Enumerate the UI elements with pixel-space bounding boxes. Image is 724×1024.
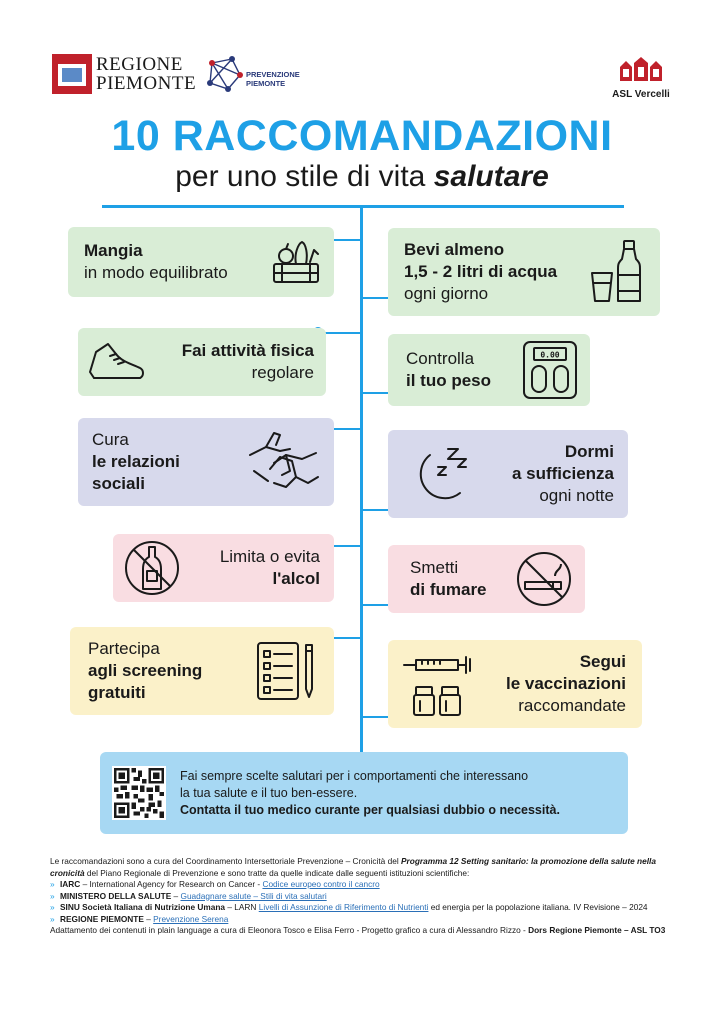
card-bevi-line2: 1,5 - 2 litri di acqua (404, 262, 558, 281)
footer-credits-b: Dors Regione Piemonte – ASL TO3 (528, 925, 666, 935)
footer-credits (50, 925, 680, 937)
timeline-line (360, 205, 363, 753)
footer-intro-b: Programma 12 Setting sanitario: la promozione della salute nella cronicità (50, 856, 656, 878)
footer-sources-list (50, 879, 680, 925)
footer-intro-a: Le raccomandazioni sono a cura del Coordinamento Intersettoriale Prevenzione – Cronicità del (50, 856, 401, 866)
card-peso (388, 334, 590, 406)
footer-source-text: – (143, 913, 154, 924)
card-fumo (388, 545, 585, 613)
card-vaccini-line3: raccomandate (518, 696, 626, 715)
footer-intro (50, 856, 680, 879)
card-screening-line3: gratuiti (88, 683, 146, 702)
card-dormi-line2: a sufficienza (511, 464, 614, 483)
card-mangia-text (84, 240, 270, 284)
regione-shield-icon (52, 54, 92, 94)
prevenzione-logo-text (246, 70, 300, 88)
footer-source-item (50, 914, 680, 926)
footer-source-text: – LARN (225, 902, 259, 912)
advice-box (100, 752, 628, 834)
asl-logo-text: ASL Vercelli (612, 89, 670, 100)
card-bevi-line1: Bevi almeno (404, 240, 505, 259)
footer-source-link[interactable]: Guadagnare salute – Stili di vita salutari (180, 890, 327, 901)
card-dormi-text (470, 441, 614, 507)
regione-logo-line2: PIEMONTE (96, 73, 197, 94)
card-vaccini-line2: le vaccinazioni (506, 674, 626, 693)
prevenzione-logo-line2: PIEMONTE (246, 79, 286, 88)
card-alcol-line1: Limita o evita (219, 547, 320, 566)
regione-logo-line1: REGIONE (96, 54, 183, 75)
card-attivita-line2: regolare (251, 363, 314, 382)
network-icon (204, 55, 244, 93)
subtitle-plain: per uno stile di vita (175, 160, 434, 193)
footer-source-link[interactable]: Prevenzione Serena (153, 913, 229, 924)
footer-source-name: REGIONE PIEMONTE (60, 913, 144, 924)
card-mangia-line1: Mangia (84, 241, 143, 260)
footer-source-name: SINU Società Italiana di Nutrizione Umana (60, 902, 226, 912)
card-alcol-line2: l'alcol (272, 569, 320, 588)
footer-source-item (50, 879, 680, 891)
card-screening (70, 627, 334, 715)
scale-icon (522, 340, 578, 400)
card-mangia (68, 227, 334, 297)
prevenzione-logo-line1: PREVENZIONE (246, 70, 300, 79)
footer-credits-a: Adattamento dei contenuti in plain language a cura di Eleonora Tosco e Elisa Ferro - Progetto grafico a cura di Alessandro Rizzo - (50, 925, 529, 935)
moon-sleep-icon (408, 443, 470, 505)
footer-source-link[interactable]: Livelli di Assunzione di Riferimento di Nutrienti (258, 902, 429, 912)
card-vaccini (388, 640, 642, 728)
card-vaccini-line1: Segui (579, 652, 626, 671)
card-relazioni-line3: sociali (92, 474, 145, 493)
card-bevi-text (404, 239, 590, 305)
card-dormi-line1: Dormi (564, 442, 614, 461)
page-title: 10 RACCOMANDAZIONI (111, 112, 613, 160)
card-relazioni-line1: Cura (92, 430, 129, 449)
subtitle-bold: salutare (433, 160, 549, 193)
footer-source-name: IARC (60, 879, 81, 889)
water-bottle-glass-icon (590, 239, 646, 305)
card-alcol-text (181, 546, 320, 590)
scale-display: 0.00 (540, 350, 560, 360)
qr-code-icon[interactable] (112, 766, 166, 820)
card-vaccini-text (478, 651, 626, 717)
card-peso-line2: il tuo peso (406, 371, 491, 390)
prevenzione-piemonte-logo (204, 55, 300, 93)
card-dormi (388, 430, 628, 518)
footer-source-name: MINISTERO DELLA SALUTE (60, 890, 172, 901)
card-attivita (78, 328, 326, 396)
card-fumo-text (410, 557, 515, 601)
asl-crest-icon (612, 55, 670, 83)
card-attivita-line1: Fai attività fisica (181, 341, 314, 360)
advice-line3: Contatta il tuo medico curante per qualsiasi dubbio o necessità. (180, 802, 560, 817)
regione-piemonte-logo (52, 54, 196, 94)
card-alcol (113, 534, 334, 602)
holding-hands-icon (246, 427, 322, 497)
card-screening-text (88, 638, 256, 704)
card-relazioni-line2: le relazioni (92, 452, 180, 471)
footer-source-text: – (171, 890, 181, 901)
card-relazioni-text (92, 429, 246, 495)
advice-line2: la tua salute e il tuo ben-essere. (180, 785, 358, 800)
card-peso-line1: Controlla (406, 349, 475, 368)
advice-line1: Fai sempre scelte salutari per i comportamenti che interessano (180, 768, 529, 783)
card-attivita-text (146, 340, 314, 384)
footer-source-link[interactable]: Codice europeo contro il cancro (262, 879, 380, 889)
card-bevi (388, 228, 660, 316)
card-fumo-line2: di fumare (410, 580, 487, 599)
card-bevi-line3: ogni giorno (404, 284, 489, 303)
footer-source-text: – International Agency for Research on Cancer - (80, 879, 263, 889)
card-relazioni (78, 418, 334, 506)
page-subtitle (0, 160, 724, 194)
advice-text (180, 768, 560, 819)
checklist-pencil-icon (256, 639, 318, 703)
footer-source-after: ed energia per la popolazione italiana. IV Revisione – 2024 (428, 902, 648, 912)
card-screening-line2: agli screening (88, 661, 203, 680)
regione-logo-text (96, 55, 196, 93)
footer-intro-c: del Piano Regionale di Prevenzione e sono tratte da quelle indicate dalle seguenti istituzioni scientifiche: (84, 867, 470, 878)
card-peso-text (406, 348, 522, 392)
title-rule (102, 205, 624, 208)
footer-source-item (50, 902, 680, 914)
footer (50, 856, 680, 937)
card-dormi-line3: ogni notte (539, 486, 614, 505)
card-mangia-line2: in modo equilibrato (84, 263, 228, 282)
footer-source-item (50, 891, 680, 903)
asl-vercelli-logo (606, 55, 676, 100)
sneaker-icon (86, 338, 146, 386)
no-smoking-icon (515, 550, 573, 608)
card-fumo-line1: Smetti (410, 558, 459, 577)
syringe-vials-icon (402, 649, 478, 719)
card-screening-line1: Partecipa (88, 639, 160, 658)
vegetable-crate-icon (270, 236, 322, 288)
no-alcohol-icon (123, 539, 181, 597)
